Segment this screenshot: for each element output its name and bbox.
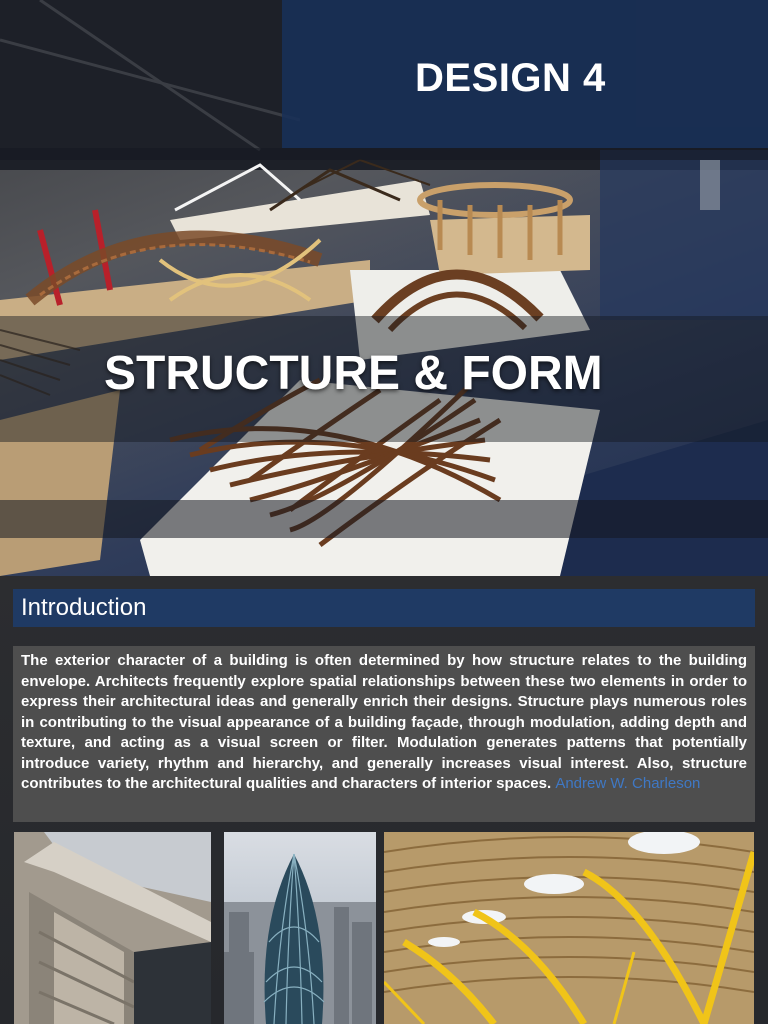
intro-body: The exterior character of a building is often determined by how structure relates to the building envelope. Architects frequently explore spatial relationships between these two elements in order to express their architectural ideas and generally enrich their designs. Structure plays numerous roles in contributing to the visual appearance of a building façade, through modulation, adding depth and texture, and acting as a visual screen or filter. Modulation generates patterns that potentially introduce variety, rhythm and hierarchy, and generally increases visual interest. Also, structure contributes to the architectural qualities and characters of interior spaces. (21, 652, 747, 792)
intro-text-box (13, 646, 755, 822)
photo-concrete-building (14, 832, 211, 1024)
page-subtitle: STRUCTURE & FORM (104, 347, 603, 400)
photo-gherkin-tower (224, 832, 376, 1024)
section-heading-introduction: Introduction (13, 589, 755, 627)
banner-stripe (0, 500, 768, 538)
citation: Andrew W. Charleson (555, 775, 701, 792)
photo-airport-interior (384, 832, 754, 1024)
banner-stripe (0, 148, 768, 160)
page-title: DESIGN 4 (415, 56, 606, 100)
intro-paragraph (21, 651, 747, 795)
